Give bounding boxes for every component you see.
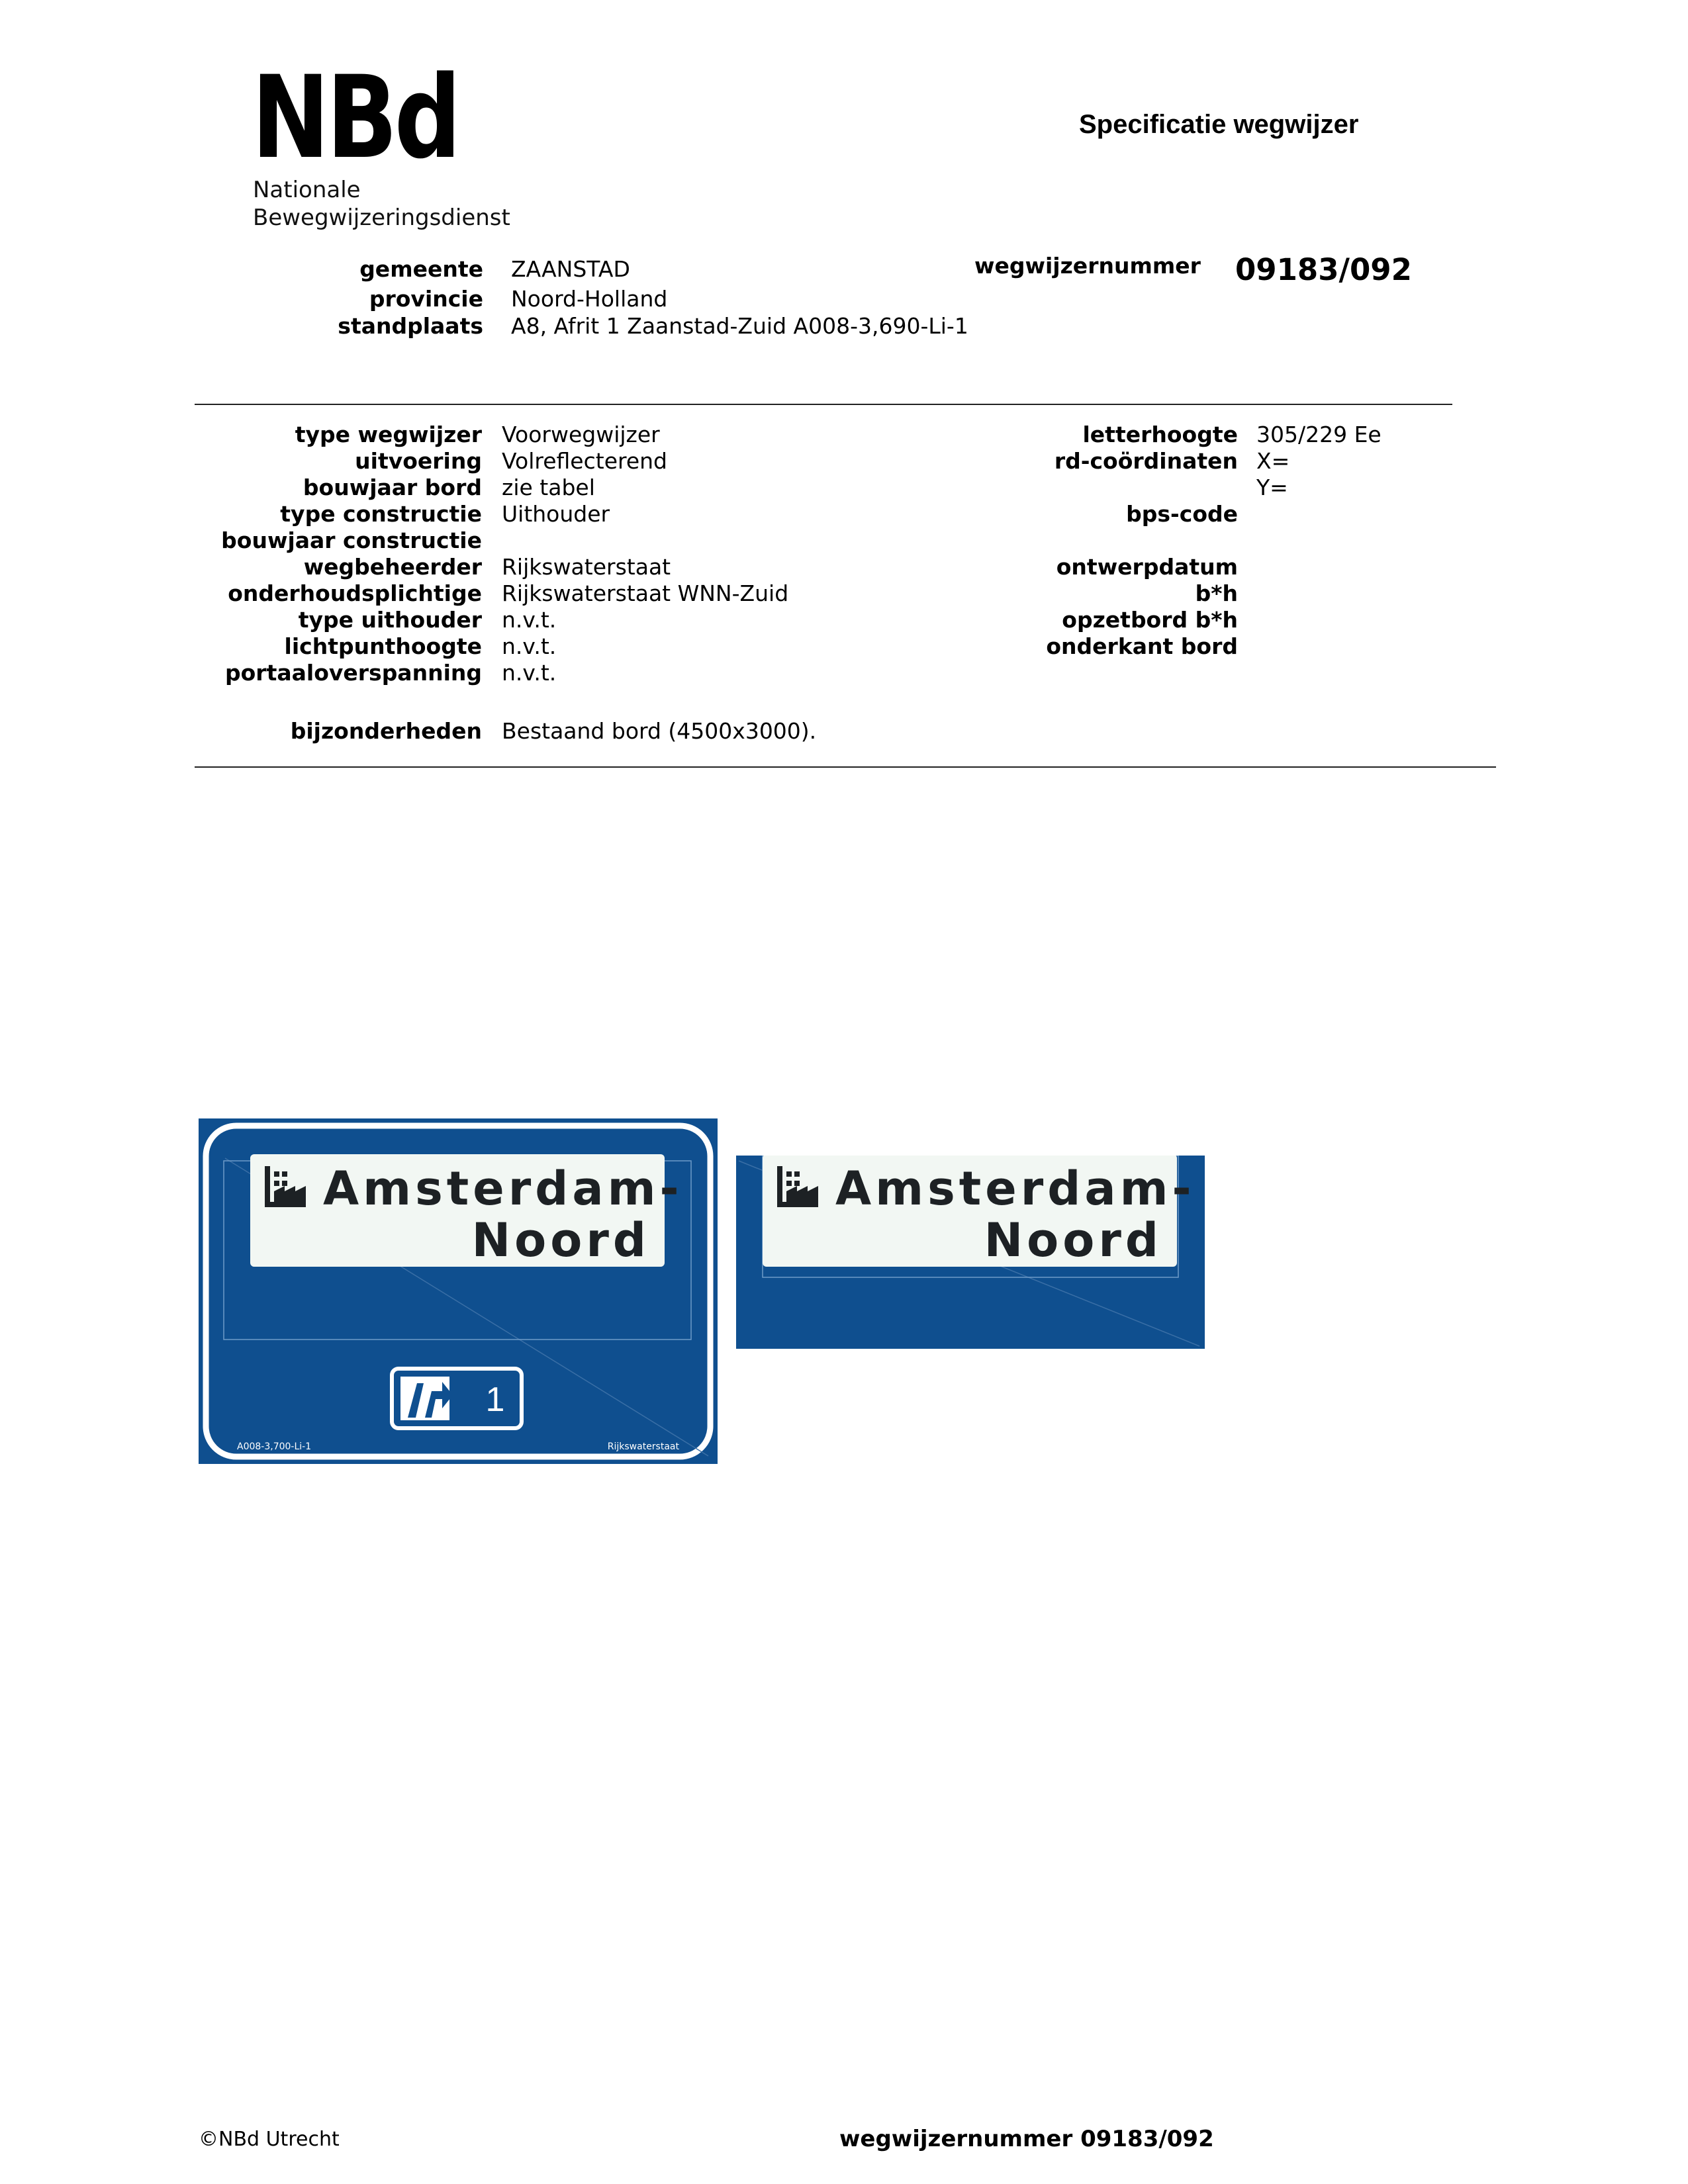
spec-left-value: Voorwegwijzer	[502, 422, 660, 447]
nbd-logo: NBd	[252, 51, 458, 184]
exit-arrow-icon	[400, 1377, 453, 1420]
sign-main	[199, 1118, 718, 1464]
spec-left-value: Rijkswaterstaat WNN-Zuid	[502, 580, 789, 606]
spec-left-value: Volreflecterend	[502, 448, 667, 474]
sign-main-line1: Amsterdam-	[323, 1161, 683, 1216]
spec-left-label: onderhoudsplichtige	[228, 580, 482, 606]
spec-left-value: n.v.t.	[502, 660, 557, 686]
spec-right-label: rd-coördinaten	[1054, 448, 1238, 474]
spec-left-label: portaaloverspanning	[225, 660, 482, 686]
spec-left-label: lichtpunthoogte	[284, 633, 482, 659]
spec-right-label: b*h	[1195, 580, 1238, 606]
footer-copyright: ©NBd Utrecht	[199, 2128, 340, 2151]
spec-left-label: uitvoering	[355, 448, 482, 474]
sign-overlay-line1: Amsterdam-	[835, 1161, 1196, 1216]
gemeente-value: ZAANSTAD	[511, 256, 630, 282]
spec-left-label: bouwjaar bord	[303, 475, 482, 500]
sign-overlay	[736, 1156, 1205, 1349]
spec-left-label: bouwjaar constructie	[221, 527, 482, 553]
spec-left-value: Uithouder	[502, 501, 610, 527]
divider-bottom	[195, 766, 1496, 768]
spec-right-label: onderkant bord	[1046, 633, 1238, 659]
sign-overlay-line2: Noord	[984, 1213, 1162, 1267]
wegwijzernummer-label: wegwijzernummer	[974, 253, 1201, 279]
sign-main-owner: Rijkswaterstaat	[607, 1441, 679, 1452]
exit-number: 1	[485, 1381, 505, 1419]
spec-left-value: n.v.t.	[502, 607, 557, 633]
wegwijzernummer-value: 09183/092	[1235, 252, 1412, 287]
spec-right-label: letterhoogte	[1082, 422, 1238, 447]
spec-left-value: zie tabel	[502, 475, 595, 500]
footer-wegwijzernummer: wegwijzernummer 09183/092	[839, 2126, 1214, 2152]
spec-right-value: 305/229 Ee	[1256, 422, 1382, 447]
provincie-value: Noord-Holland	[511, 286, 668, 312]
spec-left-value: n.v.t.	[502, 633, 557, 659]
standplaats-label: standplaats	[338, 313, 483, 339]
sign-main-line2: Noord	[471, 1213, 650, 1267]
spec-left-label: type uithouder	[298, 607, 482, 633]
spec-left-label: wegbeheerder	[303, 554, 482, 580]
provincie-label: provincie	[369, 286, 483, 312]
gemeente-label: gemeente	[359, 256, 483, 282]
spec-right-label: bps-code	[1126, 501, 1238, 527]
bijzonderheden-label: bijzonderheden	[290, 718, 482, 744]
spec-left-value: Rijkswaterstaat	[502, 554, 671, 580]
sign-main-code: A008-3,700-Li-1	[237, 1441, 312, 1452]
spec-right-value: X=	[1256, 448, 1290, 474]
spec-right-label: opzetbord b*h	[1062, 607, 1238, 633]
standplaats-value: A8, Afrit 1 Zaanstad-Zuid A008-3,690-Li-1	[511, 313, 968, 339]
document-title: Specificatie wegwijzer	[1079, 110, 1359, 139]
divider-top	[195, 404, 1452, 405]
logo-line-1: Nationale	[253, 177, 361, 203]
spec-right-label: ontwerpdatum	[1056, 554, 1238, 580]
bijzonderheden-value: Bestaand bord (4500x3000).	[502, 718, 817, 744]
spec-left-label: type constructie	[280, 501, 482, 527]
spec-right-value: Y=	[1256, 475, 1288, 500]
logo-line-2: Bewegwijzeringsdienst	[253, 205, 510, 231]
spec-left-label: type wegwijzer	[295, 422, 482, 447]
